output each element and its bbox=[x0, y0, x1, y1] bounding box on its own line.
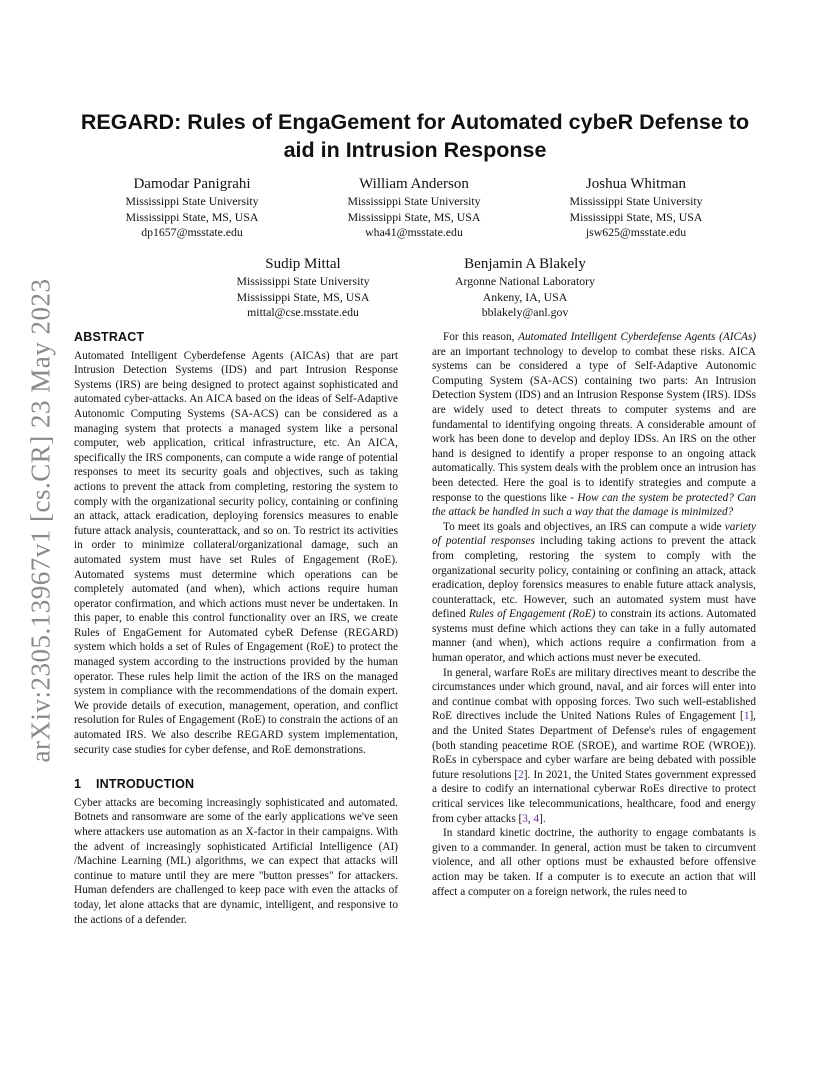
citation-link[interactable]: 3 bbox=[522, 812, 528, 825]
author-block bbox=[199, 254, 407, 321]
author-email: dp1657@msstate.edu bbox=[141, 225, 243, 240]
author-block bbox=[532, 174, 740, 241]
arxiv-stamp bbox=[6, 280, 76, 760]
author-affiliation: Mississippi State University bbox=[569, 194, 703, 208]
paragraph: In general, warfare RoEs are military directives meant to describe the circumstances under which ground, naval, and air forces will enter into and continue combat with opposing forces. Two such well-established RoE directives include the United Nations Rules of Engagement [1], and the United States Department of Defense's rules of engagement (both standing peacetime ROE (SROE), and wartime ROE (WROE)). RoEs in cyberspace and cyber warfare are being debated with possible future resolutions [2]. In 2021, the United States government expressed a desire to codify an international cyberwar RoEs directive to protect critical services like telecommunications, healthcare, food and energy from cyber attacks [3, 4]. bbox=[432, 666, 756, 825]
author-block bbox=[310, 174, 518, 241]
citation-link[interactable]: 1 bbox=[743, 710, 750, 723]
section-number: 1 bbox=[74, 777, 82, 792]
author-email: jsw625@msstate.edu bbox=[585, 225, 687, 240]
author-email: mittal@cse.msstate.edu bbox=[247, 305, 359, 320]
author-name: Benjamin A Blakely bbox=[464, 256, 586, 272]
author-location: Ankeny, IA, USA bbox=[482, 289, 568, 304]
author-affiliation: Mississippi State University bbox=[125, 194, 259, 208]
author-location: Mississippi State, MS, USA bbox=[125, 209, 259, 224]
introduction-paragraph: Cyber attacks are becoming increasingly sophisticated and automated. Botnets and ransomware are some of the early applications we've seen where attackers use automation as an X-factor in their campaigns. With the advent of increasingly sophisticated Artificial Intelligence (AI) /Machine Learning (ML) algorithms, we can expect that attacks will continue to mature until they are mere "button presses" for attackers. Human defenders are challenged to keep pace with even the attacks of today, let alone attacks that are dynamic, intelligent, and responsive to the actions of a defender. bbox=[74, 796, 398, 926]
author-name: Damodar Panigrahi bbox=[133, 176, 251, 192]
introduction-heading bbox=[74, 777, 398, 792]
paragraph: To meet its goals and objectives, an IRS can compute a wide variety of potential responses including taking actions to prevent the attack from completing, restoring the system to comply with the organizational security policy, containing or confining an attack, attack eradication, deploy forensics measures to enable future attack analysis, counterattack, etc. However, such an automated system must have defined Rules of Engagement (RoE) to constrain its actions. Automated systems must define which actions they can take in a fully automated manner (and when), which actions require a confirmation from a human operator, and which actions must never be executed. bbox=[432, 520, 757, 665]
section-title: INTRODUCTION bbox=[96, 777, 195, 792]
citation-link[interactable]: 2 bbox=[518, 768, 524, 781]
author-block bbox=[88, 174, 296, 241]
author-name: William Anderson bbox=[359, 176, 469, 192]
author-block bbox=[421, 254, 629, 321]
paper-title: REGARD: Rules of EngaGement for Automated cybeR Defense to aid in Intrusion Response bbox=[80, 110, 750, 162]
paragraph: In standard kinetic doctrine, the authority to engage combatants is given to a commander. In general, action must be taken to circumvent violence, and all other options must be exhausted before offensive action may be taken. If a computer is to execute an action that will affect a computer on a foreign network, the rules need to bbox=[432, 827, 756, 898]
right-column bbox=[432, 330, 756, 899]
abstract-heading: ABSTRACT bbox=[74, 330, 145, 344]
arxiv-stamp-text: arXiv:2305.13967v1 [cs.CR] 23 May 2023 bbox=[25, 278, 56, 762]
author-affiliation: Argonne National Laboratory bbox=[455, 274, 595, 288]
author-location: Mississippi State, MS, USA bbox=[569, 209, 703, 224]
author-email: bblakely@anl.gov bbox=[481, 305, 569, 320]
author-name: Joshua Whitman bbox=[585, 176, 687, 192]
abstract-text: Automated Intelligent Cyberdefense Agents (AICAs) that are part Intrusion Detection Systems (IDS) and part Intrusion Response Systems (IRS) are being designed to protect against sophisticated and automated cyber-attacks. An AICA based on the ideas of Self-Adaptive Autonomic Computing Systems (SA-ACS) can be considered as a managing system that protects a managed system like a personal computer, web application, critical infrastructure, etc. An AICA, specifically the IRS components, can compute a wide range of potential responses to meet its security goals and objectives, such as taking actions to prevent the attack from completing, restoring the system to comply with the organizational security policy, containing or confining an attack, attack eradication, deploying forensics measures to enable future attack analysis, counterattack, and so on. To restrict its activities in order to minimize collateral/organizational damage, such an automated system must have set Rules of Engagement (RoE). Automated systems must determine which operations can be completely automated (and when), which actions require human operator confirmation, and which actions must never be undertaken. In this paper, to enable this control functionality over an IRS, we create Rules of EngaGement for Automated cybeR Defense (REGARD) system which holds a set of Rules of Engagement (RoE) to protect the managed system according to the instructions provided by the human operator. These rules help limit the action of the IRS on the managed system in compliance with the recommendations of the domain expert. We provide details of execution, management, operation, and conflict resolution for Rules of Engagement (RoE) to constrain the actions of an automated IRS. We also describe REGARD system implementation, security case studies for cyber defense, and RoE demonstrations. bbox=[74, 349, 398, 756]
left-column bbox=[74, 330, 398, 927]
author-location: Mississippi State, MS, USA bbox=[236, 289, 370, 304]
author-email: wha41@msstate.edu bbox=[365, 225, 463, 240]
author-location: Mississippi State, MS, USA bbox=[347, 209, 481, 224]
paragraph: For this reason, Automated Intelligent Cyberdefense Agents (AICAs) are an important technology to develop to combat these risks. AICA systems can be considered a type of Self-Adaptive Autonomic Computing System (SA-ACS) containing two parts: An Intrusion Detection System (IDS) and an Intrusion Response System (IRS). IDSs are widely used to detect threats to computer systems and are fundamental to identifying ongoing threats. A considerable amount of work has been done to develop and deploy IDSs. An IRS on the other hand is designed to identify a proper response to an ongoing attack automatically. This system deals with the problem once an intrusion has been detected. Here the goal is to identify strategies and compute a response to the questions like - How can the system be protected? Can the attack be handled in such a way that the damage is minimized? bbox=[432, 331, 756, 519]
author-affiliation: Mississippi State University bbox=[347, 194, 481, 208]
author-affiliation: Mississippi State University bbox=[236, 274, 370, 288]
citation-link[interactable]: 4 bbox=[533, 812, 540, 825]
author-name: Sudip Mittal bbox=[265, 256, 341, 272]
